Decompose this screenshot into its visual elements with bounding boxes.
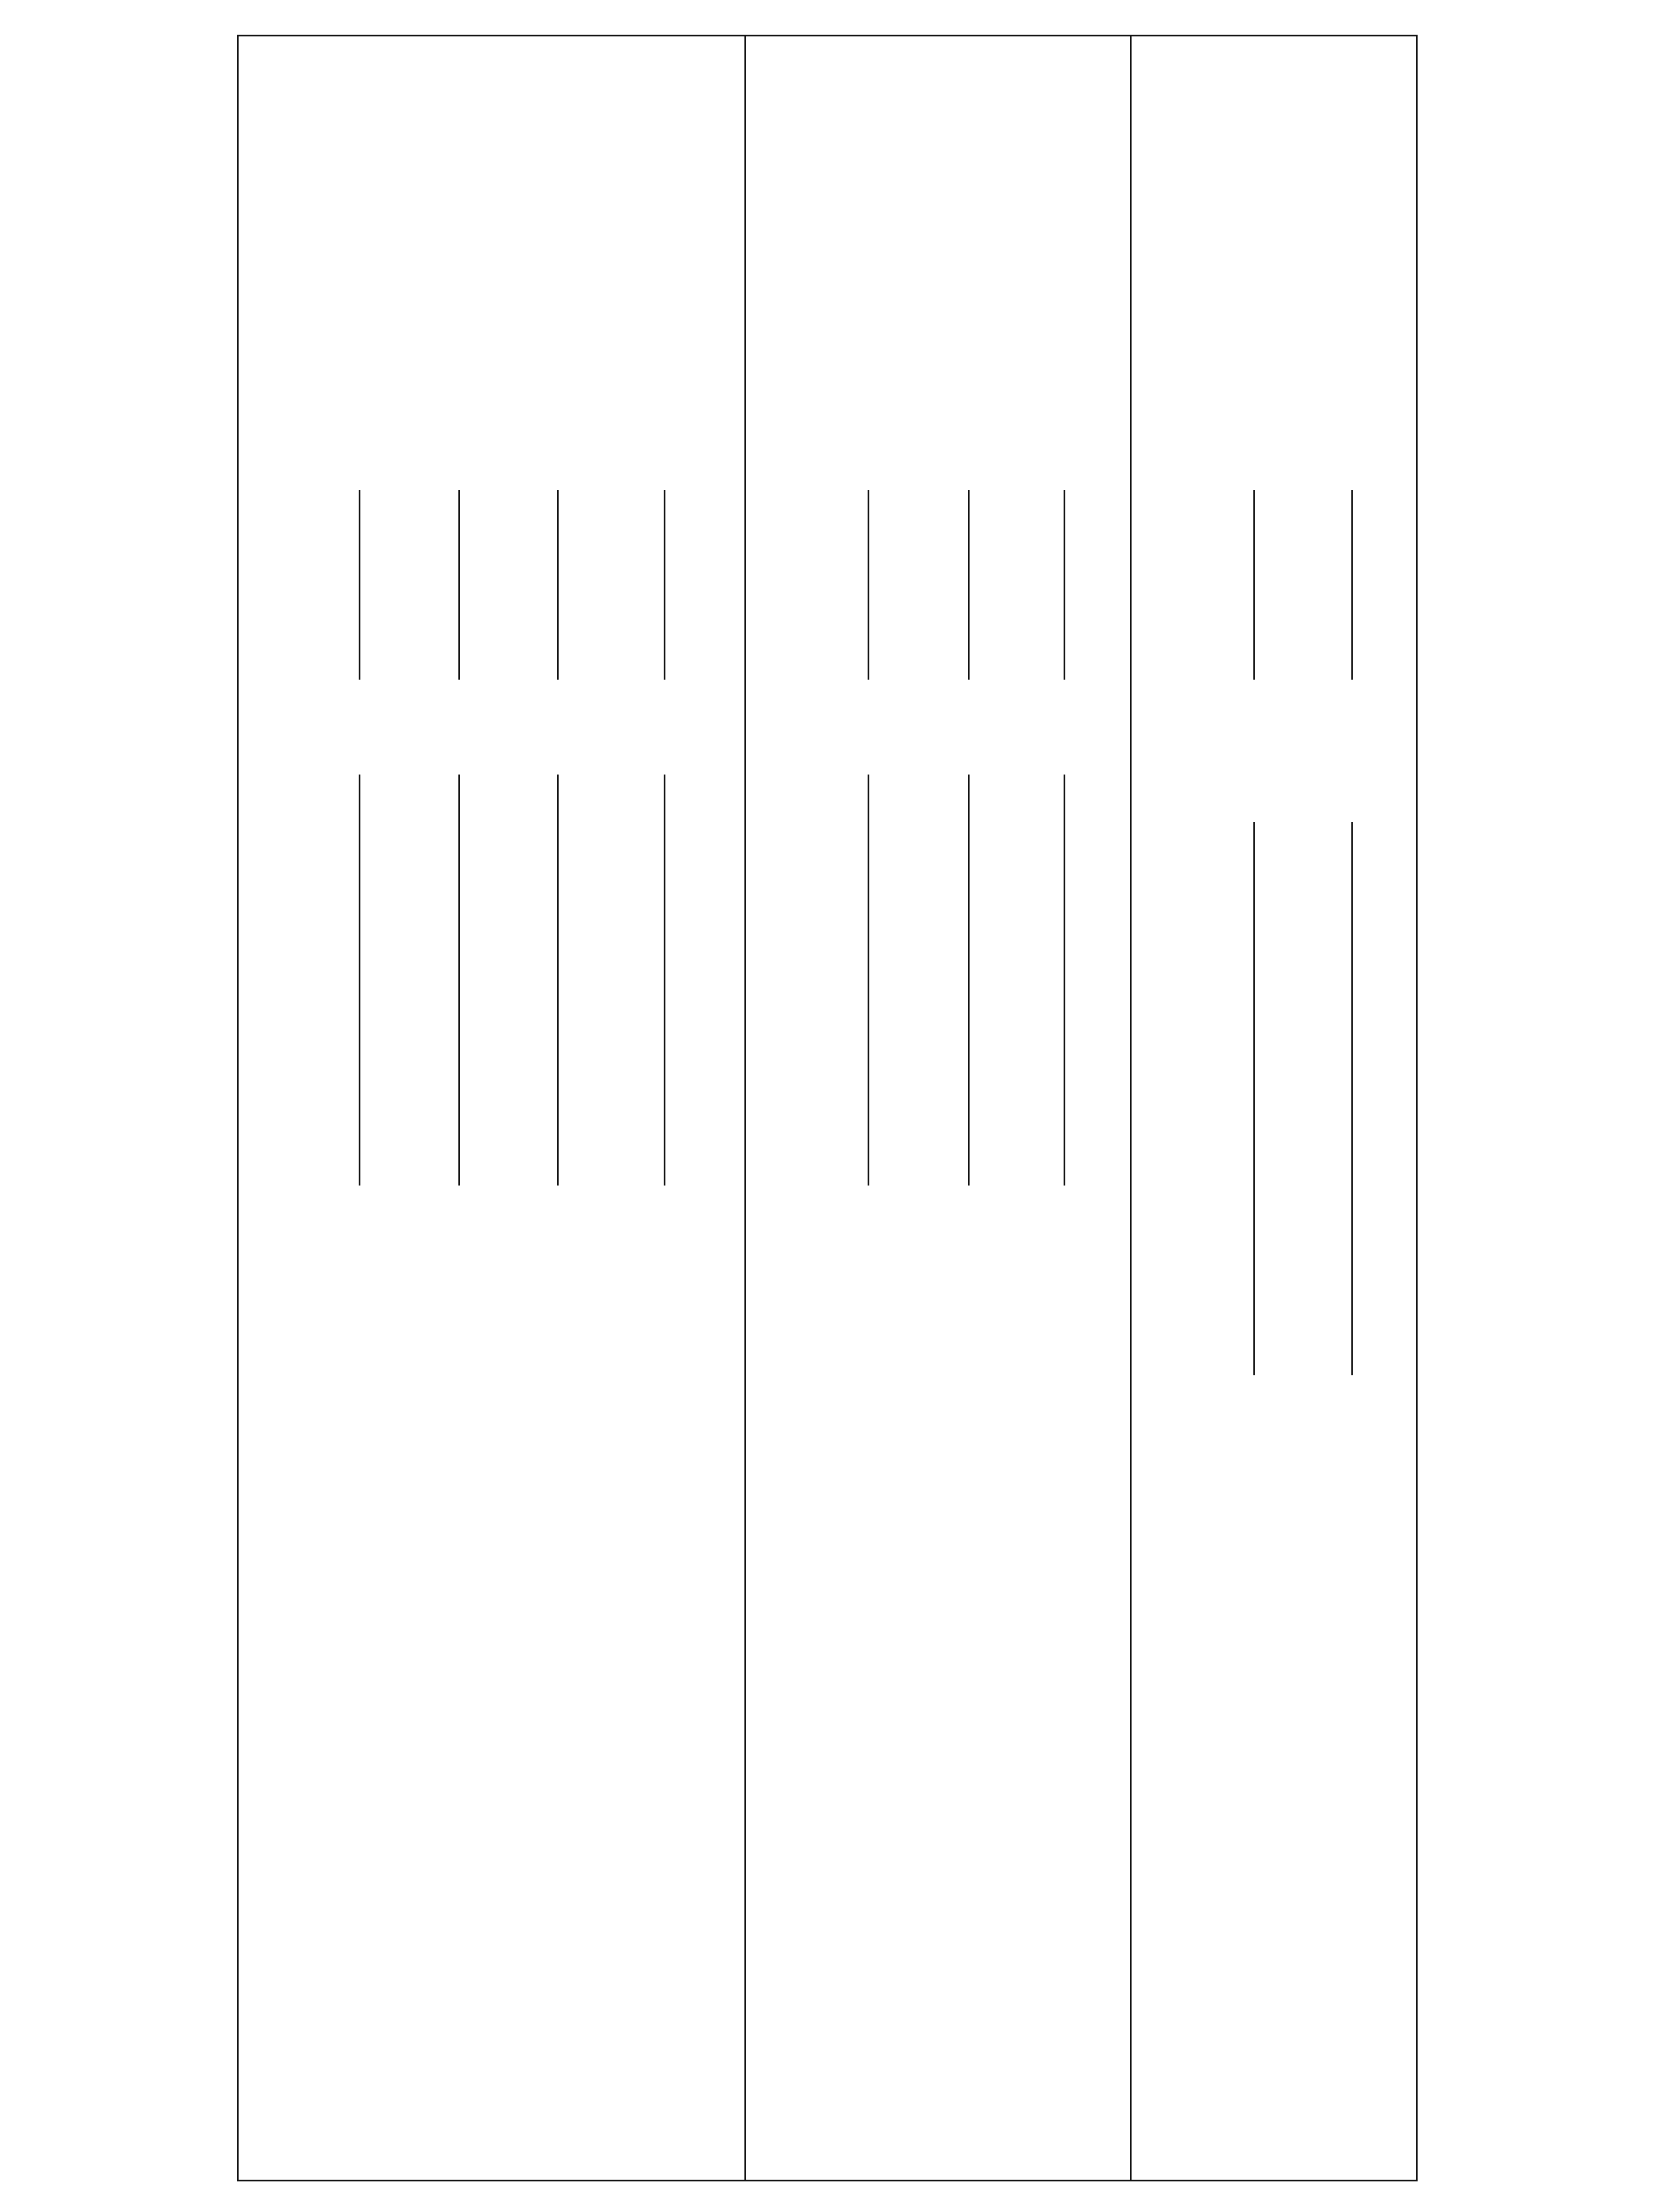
fraction-bar — [1064, 775, 1065, 1186]
fraction-bar — [1064, 490, 1065, 680]
document-page — [237, 35, 1418, 2181]
fraction-bar — [868, 775, 869, 1186]
section-divider-a-b — [744, 35, 746, 2181]
fraction-bar — [968, 775, 970, 1186]
fraction-bar — [968, 490, 970, 680]
fraction-bar — [1351, 490, 1353, 680]
fraction-bar — [664, 775, 665, 1186]
fraction-bar — [1253, 490, 1255, 680]
section-divider-b-c — [1130, 35, 1132, 2181]
fraction-bar — [458, 775, 460, 1186]
fraction-bar — [557, 775, 559, 1186]
fraction-bar — [868, 490, 869, 680]
fraction-bar — [557, 490, 559, 680]
outer-frame — [237, 35, 1418, 2181]
fraction-bar — [1253, 822, 1255, 1375]
fraction-bar — [664, 490, 665, 680]
fraction-bar — [359, 775, 360, 1186]
fraction-bar — [458, 490, 460, 680]
rotated-content — [237, 35, 1418, 2181]
fraction-bar — [359, 490, 360, 680]
fraction-bar — [1351, 822, 1353, 1375]
